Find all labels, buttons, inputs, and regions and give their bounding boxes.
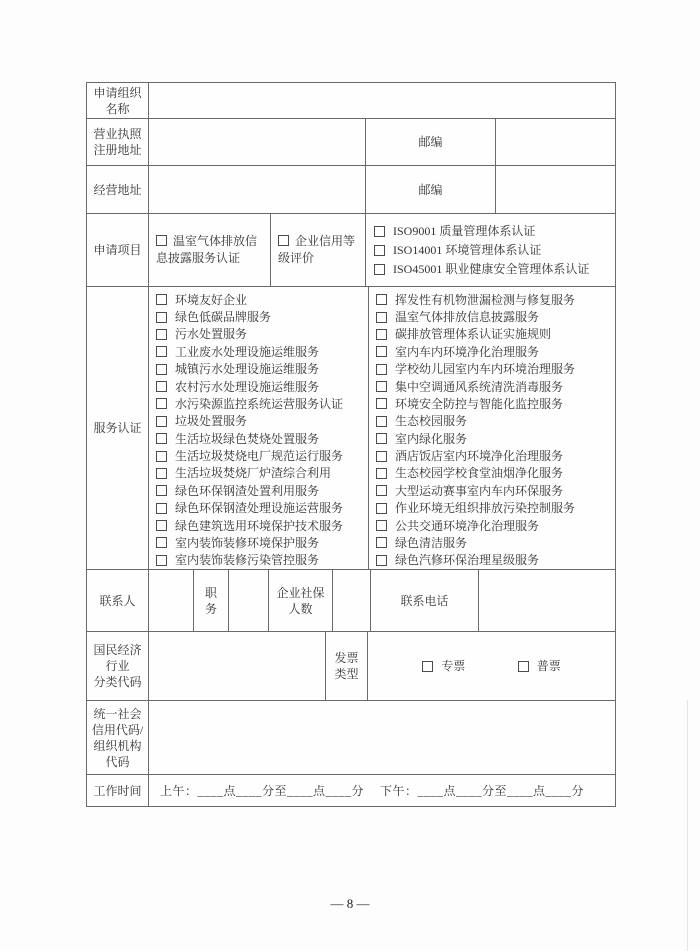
service-cert-item <box>156 361 319 378</box>
service-cert-item-label: 温室气体排放信息披露服务 <box>395 310 540 325</box>
service-cert-row <box>87 286 615 569</box>
checkbox-icon <box>376 346 387 357</box>
checkbox-icon <box>518 661 529 672</box>
checkbox-icon <box>156 433 167 444</box>
checkbox-icon <box>374 245 385 256</box>
service-cert-item <box>376 378 563 395</box>
service-cert-item-label: 绿色汽修环保治理星级服务 <box>395 553 540 568</box>
contact-name-field <box>149 570 194 631</box>
work-time-row <box>87 774 615 806</box>
invoice-option-special-label: 专票 <box>441 659 466 673</box>
service-cert-item <box>376 291 575 308</box>
insured-count-label: 企业社保 人数 <box>269 570 333 631</box>
service-cert-item <box>376 552 539 569</box>
contact-phone-field <box>479 570 615 631</box>
service-cert-item <box>376 395 563 412</box>
service-cert-item <box>376 517 539 534</box>
business-address-field <box>149 166 366 213</box>
service-cert-item <box>376 308 539 325</box>
license-address-label <box>87 119 149 165</box>
checkbox-icon <box>156 235 167 246</box>
checkbox-icon <box>376 364 387 375</box>
org-name-row <box>87 83 615 118</box>
checkbox-icon <box>376 468 387 479</box>
service-cert-item <box>376 500 575 517</box>
iso-option-label: ISO9001 质量管理体系认证 <box>393 224 536 238</box>
service-cert-item-label: 绿色环保钢渣处置利用服务 <box>175 483 320 498</box>
service-cert-item-label: 水污染源监控系统运营服务认证 <box>175 396 344 411</box>
service-cert-item <box>156 534 319 551</box>
scan-edge-artifact <box>687 700 688 951</box>
checkbox-icon <box>376 312 387 323</box>
iso-option <box>374 241 541 260</box>
checkbox-icon <box>156 451 167 462</box>
industry-code-field <box>149 632 326 700</box>
service-cert-item <box>376 482 563 499</box>
service-cert-item-label: 绿色建筑选用环境保护技术服务 <box>175 518 344 533</box>
work-time-label: 工作时间 <box>87 775 149 806</box>
work-time-value: 上午：____点____分至____点____分 下午：____点____分至____点____分 <box>160 783 585 798</box>
checkbox-icon <box>376 555 387 566</box>
service-cert-item-label: 工业废水处理设施运维服务 <box>175 344 320 359</box>
checkbox-icon <box>376 294 387 305</box>
service-cert-left-column <box>149 287 369 569</box>
service-cert-item-label: 大型运动赛事室内车内环保服务 <box>395 483 564 498</box>
service-cert-item-label: 垃圾处置服务 <box>175 414 248 429</box>
service-cert-item <box>156 413 247 430</box>
service-cert-item <box>156 430 319 447</box>
apply-option-ghg <box>149 214 271 286</box>
service-cert-item-label: 学校幼儿园室内车内环境治理服务 <box>395 362 576 377</box>
business-address-label: 经营地址 <box>87 166 149 213</box>
checkbox-icon <box>156 364 167 375</box>
service-cert-item <box>376 343 539 360</box>
checkbox-icon <box>156 468 167 479</box>
service-cert-item <box>156 378 319 395</box>
checkbox-icon <box>376 329 387 340</box>
checkbox-icon <box>376 503 387 514</box>
checkbox-icon <box>156 503 167 514</box>
service-cert-item <box>376 447 563 464</box>
service-cert-label: 服务认证 <box>87 287 149 569</box>
service-cert-item-label: 绿色清洁服务 <box>395 535 468 550</box>
service-cert-item <box>376 361 575 378</box>
insured-count-field <box>333 570 371 631</box>
checkbox-icon <box>156 520 167 531</box>
checkbox-icon <box>156 398 167 409</box>
service-cert-item <box>156 326 247 343</box>
license-postal-label: 邮编 <box>366 119 496 165</box>
checkbox-icon <box>376 520 387 531</box>
checkbox-icon <box>374 264 385 275</box>
service-cert-item-label: 污水处置服务 <box>175 327 248 342</box>
invoice-option-special <box>422 658 465 674</box>
service-cert-item-label: 城镇污水处理设施运维服务 <box>175 362 320 377</box>
service-cert-item <box>376 534 467 551</box>
checkbox-icon <box>376 537 387 548</box>
service-cert-item-label: 室内装饰装修污染管控服务 <box>175 553 320 568</box>
work-time-field <box>149 775 615 806</box>
service-cert-item-label: 绿色低碳品牌服务 <box>175 310 272 325</box>
checkbox-icon <box>278 235 289 246</box>
credit-code-label: 统一社会 信用代码/ 组织机构 代码 <box>87 701 149 774</box>
checkbox-icon <box>156 416 167 427</box>
org-name-label <box>87 83 149 118</box>
contact-phone-label: 联系电话 <box>371 570 479 631</box>
apply-option-credit <box>271 214 366 286</box>
service-cert-item-label: 作业环境无组织排放污染控制服务 <box>395 501 576 516</box>
service-cert-item-label: 碳排放管理体系认证实施规则 <box>395 327 552 342</box>
license-address-label-line2: 注册地址 <box>93 143 142 157</box>
apply-option-ghg-label: 温室气体排放信息披露服务认证 <box>156 234 258 265</box>
service-cert-item-label: 室内装饰装修环境保护服务 <box>175 535 320 550</box>
service-cert-item-label: 酒店饭店室内环境净化治理服务 <box>395 449 564 464</box>
checkbox-icon <box>422 661 433 672</box>
service-cert-item <box>376 413 467 430</box>
service-cert-item-label: 绿色环保钢渣处理设施运营服务 <box>175 501 344 516</box>
service-cert-item <box>376 465 563 482</box>
service-cert-item-label: 挥发性有机物泄漏检测与修复服务 <box>395 292 576 307</box>
business-postal-field <box>496 166 615 213</box>
invoice-type-label: 发票 类型 <box>326 632 368 700</box>
checkbox-icon <box>156 485 167 496</box>
checkbox-icon <box>374 226 385 237</box>
credit-code-field <box>149 701 615 774</box>
contact-title-field <box>229 570 269 631</box>
service-cert-item-label: 室内绿化服务 <box>395 431 468 446</box>
apply-option-credit-label: 企业信用等级评价 <box>278 234 356 265</box>
contact-title-label: 职 务 <box>194 570 229 631</box>
service-cert-item-label: 环境友好企业 <box>175 292 248 307</box>
service-cert-item <box>156 482 319 499</box>
service-cert-item <box>156 517 343 534</box>
service-cert-item-label: 室内车内环境净化治理服务 <box>395 344 540 359</box>
business-address-row <box>87 165 615 213</box>
service-cert-item-label: 农村污水处理设施运维服务 <box>175 379 320 394</box>
checkbox-icon <box>376 416 387 427</box>
service-cert-item <box>156 465 331 482</box>
apply-items-label: 申请项目 <box>87 214 149 286</box>
service-cert-item-label: 环境安全防控与智能化监控服务 <box>395 396 564 411</box>
service-cert-item <box>376 430 467 447</box>
service-cert-item-label: 集中空调通风系统清洗消毒服务 <box>395 379 564 394</box>
checkbox-icon <box>376 398 387 409</box>
checkbox-icon <box>156 346 167 357</box>
industry-code-label: 国民经济 行业 分类代码 <box>87 632 149 700</box>
checkbox-icon <box>376 381 387 392</box>
license-address-row <box>87 118 615 165</box>
business-postal-label: 邮编 <box>366 166 496 213</box>
iso-option <box>374 260 589 279</box>
contact-label: 联系人 <box>87 570 149 631</box>
service-cert-item <box>156 308 271 325</box>
checkbox-icon <box>376 433 387 444</box>
checkbox-icon <box>376 451 387 462</box>
industry-code-row <box>87 631 615 700</box>
checkbox-icon <box>156 381 167 392</box>
org-name-label-line2: 名称 <box>105 101 130 116</box>
service-cert-item <box>376 326 551 343</box>
license-address-field <box>149 119 366 165</box>
service-cert-item-label: 生态校园服务 <box>395 414 468 429</box>
service-cert-item <box>156 291 247 308</box>
service-cert-item <box>156 500 343 517</box>
apply-items-row <box>87 213 615 286</box>
service-cert-right-column <box>369 287 615 569</box>
checkbox-icon <box>156 555 167 566</box>
service-cert-item <box>156 552 319 569</box>
invoice-option-general-label: 普票 <box>536 659 561 673</box>
service-cert-item <box>156 395 343 412</box>
page-number: — 8 — <box>330 896 370 911</box>
org-name-label-line1: 申请组织 <box>93 85 142 100</box>
service-cert-item-label: 生态校园学校食堂油烟净化服务 <box>395 466 564 481</box>
iso-option-label: ISO45001 职业健康安全管理体系认证 <box>393 262 590 276</box>
invoice-type-options <box>368 632 615 700</box>
application-form-table <box>86 82 616 807</box>
service-cert-item-label: 生活垃圾焚烧电厂规范运行服务 <box>175 449 344 464</box>
invoice-option-general <box>518 658 561 674</box>
service-cert-item-label: 公共交通环境净化治理服务 <box>395 518 540 533</box>
checkbox-icon <box>156 329 167 340</box>
apply-iso-options <box>366 214 615 286</box>
checkbox-icon <box>376 485 387 496</box>
service-cert-item-label: 生活垃圾绿色焚烧处置服务 <box>175 431 320 446</box>
service-cert-item <box>156 447 343 464</box>
contact-row <box>87 569 615 631</box>
org-name-field <box>149 83 615 118</box>
checkbox-icon <box>156 294 167 305</box>
license-postal-field <box>496 119 615 165</box>
iso-option <box>374 222 535 241</box>
service-cert-item <box>156 343 319 360</box>
license-address-label-line1: 营业执照 <box>93 127 142 141</box>
iso-option-label: ISO14001 环境管理体系认证 <box>393 243 542 257</box>
credit-code-row <box>87 700 615 774</box>
checkbox-icon <box>156 537 167 548</box>
checkbox-icon <box>156 312 167 323</box>
service-cert-item-label: 生活垃圾焚烧厂炉渣综合利用 <box>175 466 332 481</box>
